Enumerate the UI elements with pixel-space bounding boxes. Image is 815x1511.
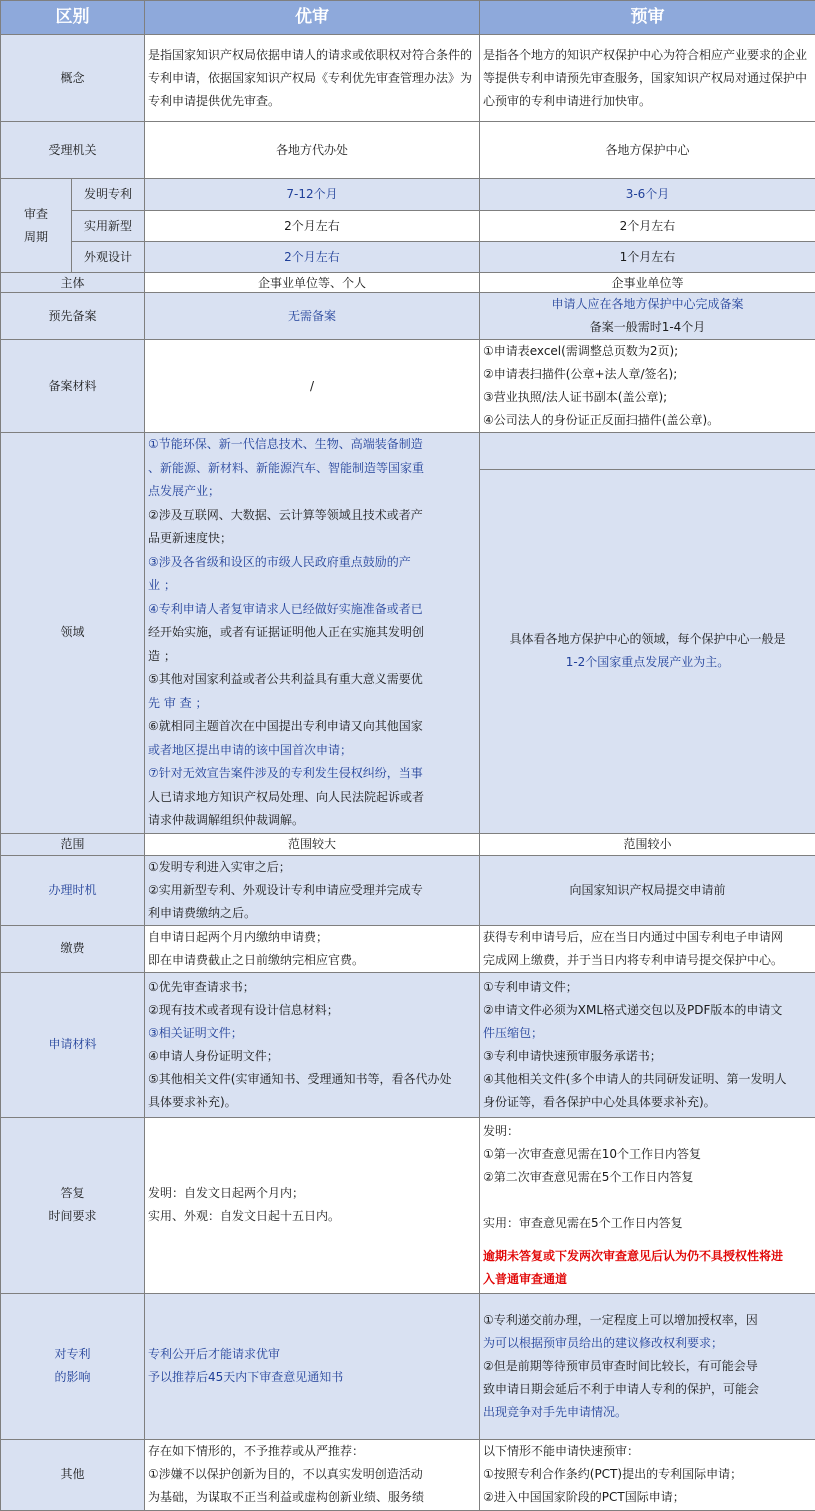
list-item: ①涉嫌不以保护创新为目的，不以真实发明创造活动 <box>148 1463 476 1486</box>
label-reply-line2: 时间要求 <box>4 1205 141 1228</box>
list-item: 经开始实施，或者有证据证明他人正在实施其发明创 <box>148 621 476 645</box>
label-other: 其他 <box>1 1439 145 1510</box>
fee-you <box>145 925 480 972</box>
period-you: 2个月左右 <box>145 242 480 273</box>
label-period <box>1 179 72 273</box>
list-item: ③专利申请快速预审服务承诺书； <box>483 1045 812 1068</box>
list-item: 先 审 查 ； <box>148 692 476 716</box>
list-item: 件压缩包； <box>483 1022 812 1045</box>
list-item: 利申请费缴纳之后。 <box>148 902 476 925</box>
field-yu <box>480 470 815 833</box>
list-item: ④公司法人的身份证正反面扫描件(盖公章)。 <box>483 409 812 432</box>
list-item: 即在申请费截止之日前缴纳完相应官费。 <box>148 949 476 972</box>
list-item: ②涉及互联网、大数据、云计算等领域且技术或者产 <box>148 504 476 528</box>
list-item: ⑤其他对国家利益或者公共利益具有重大意义需要优 <box>148 668 476 692</box>
label-impact-line2: 的影响 <box>4 1366 141 1389</box>
field-yu-line1: 具体看各地方保护中心的领域，每个保护中心一般是 <box>483 628 812 651</box>
row-subject <box>1 273 815 293</box>
list-item: ②申请表扫描件(公章+法人章/签名); <box>483 363 812 386</box>
row-fee <box>1 925 815 972</box>
list-item: 造 ； <box>148 645 476 669</box>
header-yushen: 预审 <box>480 1 815 35</box>
row-reply <box>1 1117 815 1293</box>
fee-yu <box>480 925 815 972</box>
label-timing: 办理时机 <box>1 855 145 925</box>
list-item: ③涉及各省级和设区的市级人民政府重点鼓励的产 <box>148 551 476 575</box>
timing-you <box>145 855 480 925</box>
list-item: 致申请日期会延后不利于申请人专利的保护，可能会 <box>483 1378 812 1401</box>
list-item: ①按照专利合作条约(PCT)提出的专利国际申请； <box>483 1463 812 1486</box>
other-you <box>145 1439 480 1510</box>
spacer <box>483 1235 812 1245</box>
list-item: 实用、外观：自发文日起十五日内。 <box>148 1205 476 1228</box>
list-item: 自申请日起两个月内缴纳申请费； <box>148 926 476 949</box>
period-type: 外观设计 <box>72 242 145 273</box>
label-period-line2: 周期 <box>4 226 68 249</box>
list-item: 为可以根据预审员给出的建议修改权利要求； <box>483 1332 812 1355</box>
list-item <box>483 1189 812 1212</box>
label-period-line1: 审查 <box>4 203 68 226</box>
list-item: ②现有技术或者现有设计信息材料； <box>148 999 476 1022</box>
list-item: 人已请求地方知识产权局处理、向人民法院起诉或者 <box>148 786 476 810</box>
label-fee: 缴费 <box>1 925 145 972</box>
impact-you <box>145 1293 480 1439</box>
list-item: 点发展产业； <box>148 480 476 504</box>
label-impact-line1: 对专利 <box>4 1343 141 1366</box>
list-item: 品更新速度快； <box>148 527 476 551</box>
period-you: 7-12个月 <box>145 179 480 211</box>
filing-yu-line1: 申请人应在各地方保护中心完成备案 <box>483 293 812 316</box>
reply-you <box>145 1117 480 1293</box>
list-item: 出现竞争对手先申请情况。 <box>483 1401 812 1424</box>
scope-yu: 范围较小 <box>480 833 815 855</box>
label-field: 领域 <box>1 433 145 834</box>
filing-yu <box>480 293 815 340</box>
row-period-invention <box>1 179 815 211</box>
filing-yu-line2: 备案一般需时1-4个月 <box>483 316 812 339</box>
period-you: 2个月左右 <box>145 211 480 242</box>
header-diff: 区别 <box>1 1 145 35</box>
list-item: ④其他相关文件(多个申请人的共同研发证明、第一发明人 <box>483 1068 812 1091</box>
list-item: ②进入中国国家阶段的PCT国际申请； <box>483 1486 812 1509</box>
reply-warning-line1: 逾期未答复或下发两次审查意见后认为仍不具授权性将进 <box>483 1245 812 1268</box>
materials-yu <box>480 340 815 433</box>
subject-you: 企事业单位等、个人 <box>145 273 480 293</box>
row-period-utility <box>1 211 815 242</box>
subject-yu: 企事业单位等 <box>480 273 815 293</box>
row-app-materials <box>1 972 815 1117</box>
list-item: ①优先审查请求书； <box>148 976 476 999</box>
header-youshen: 优审 <box>145 1 480 35</box>
row-agency <box>1 122 815 179</box>
agency-you: 各地方代办处 <box>145 122 480 179</box>
list-item: ②第二次审查意见需在5个工作日内答复 <box>483 1166 812 1189</box>
list-item: ②实用新型专利、外观设计专利申请应受理并完成专 <box>148 879 476 902</box>
row-scope <box>1 833 815 855</box>
other-yu <box>480 1439 815 1510</box>
list-item: 完成网上缴费，并于当日内将专利申请号提交保护中心。 <box>483 949 812 972</box>
label-subject: 主体 <box>1 273 145 293</box>
list-item: 专利公开后才能请求优审 <box>148 1343 476 1366</box>
list-item: 以下情形不能申请快速预审： <box>483 1440 812 1463</box>
reply-warning-line2: 入普通审查通道 <box>483 1268 812 1291</box>
field-yu-line2: 1-2个国家重点发展产业为主。 <box>483 651 812 674</box>
period-type: 发明专利 <box>72 179 145 211</box>
label-reply <box>1 1117 145 1293</box>
row-other <box>1 1439 815 1510</box>
app-materials-you <box>145 972 480 1117</box>
list-item: 发明：自发文日起两个月内； <box>148 1182 476 1205</box>
row-field-top <box>1 433 815 470</box>
period-yu: 2个月左右 <box>480 211 815 242</box>
row-filing <box>1 293 815 340</box>
header-row <box>1 1 815 35</box>
label-concept: 概念 <box>1 35 145 122</box>
period-type: 实用新型 <box>72 211 145 242</box>
period-yu: 3-6个月 <box>480 179 815 211</box>
list-item: ②但是前期等待预审员审查时间比较长，有可能会导 <box>483 1355 812 1378</box>
scope-you: 范围较大 <box>145 833 480 855</box>
list-item: 具体要求补充)。 <box>148 1091 476 1114</box>
row-materials <box>1 340 815 433</box>
list-item: ⑦针对无效宣告案件涉及的专利发生侵权纠纷，当事 <box>148 762 476 786</box>
list-item: ①第一次审查意见需在10个工作日内答复 <box>483 1143 812 1166</box>
list-item: ③相关证明文件； <box>148 1022 476 1045</box>
field-you <box>145 433 480 834</box>
list-item: 或者地区提出申请的该中国首次申请； <box>148 739 476 763</box>
label-materials: 备案材料 <box>1 340 145 433</box>
list-item: ③营业执照/法人证书副本(盖公章); <box>483 386 812 409</box>
row-timing <box>1 855 815 925</box>
list-item: 实用：审查意见需在5个工作日内答复 <box>483 1212 812 1235</box>
row-period-design <box>1 242 815 273</box>
label-agency: 受理机关 <box>1 122 145 179</box>
list-item: 请求仲裁调解组织仲裁调解。 <box>148 809 476 833</box>
list-item: ①专利递交前办理，一定程度上可以增加授权率，因 <box>483 1309 812 1332</box>
filing-you: 无需备案 <box>145 293 480 340</box>
label-filing: 预先备案 <box>1 293 145 340</box>
label-reply-line1: 答复 <box>4 1182 141 1205</box>
reply-yu <box>480 1117 815 1293</box>
label-scope: 范围 <box>1 833 145 855</box>
list-item: ①节能环保、新一代信息技术、生物、高端装备制造 <box>148 433 476 457</box>
list-item: 予以推荐后45天内下审查意见通知书 <box>148 1366 476 1389</box>
materials-you: / <box>145 340 480 433</box>
list-item: 为基础，为谋取不正当利益或虚构创新业绩、服务绩 <box>148 1486 476 1509</box>
list-item: ①专利申请文件； <box>483 976 812 999</box>
list-item: 业 ； <box>148 574 476 598</box>
timing-yu: 向国家知识产权局提交申请前 <box>480 855 815 925</box>
period-yu: 1个月左右 <box>480 242 815 273</box>
list-item: 存在如下情形的，不予推荐或从严推荐： <box>148 1440 476 1463</box>
list-item: ⑤其他相关文件(实审通知书、受理通知书等，看各代办处 <box>148 1068 476 1091</box>
label-app-materials: 申请材料 <box>1 972 145 1117</box>
concept-you: 是指国家知识产权局依据申请人的请求或依职权对符合条件的专利申请，依据国家知识产权局《专利优先审查管理办法》为专利申请提供优先审查。 <box>145 35 480 122</box>
agency-yu: 各地方保护中心 <box>480 122 815 179</box>
list-item: 获得专利申请号后，应在当日内通过中国专利电子申请网 <box>483 926 812 949</box>
list-item: ④申请人身份证明文件； <box>148 1045 476 1068</box>
list-item: ④专利申请人者复审请求人已经做好实施准备或者已 <box>148 598 476 622</box>
concept-yu: 是指各个地方的知识产权保护中心为符合相应产业要求的企业等提供专利申请预先审查服务，国家知识产权局对通过保护中心预审的专利申请进行加快审。 <box>480 35 815 122</box>
list-item: ①申请表excel(需调整总页数为2页); <box>483 340 812 363</box>
label-impact <box>1 1293 145 1439</box>
row-concept <box>1 35 815 122</box>
list-item: ⑥就相同主题首次在中国提出专利申请又向其他国家 <box>148 715 476 739</box>
list-item: ①发明专利进入实审之后； <box>148 856 476 879</box>
list-item: 、新能源、新材料、新能源汽车、智能制造等国家重 <box>148 457 476 481</box>
list-item: 发明： <box>483 1120 812 1143</box>
row-impact <box>1 1293 815 1439</box>
list-item: 身份证等，看各保护中心处具体要求补充)。 <box>483 1091 812 1114</box>
list-item: ②申请文件必须为XML格式递交包以及PDF版本的申请文 <box>483 999 812 1022</box>
app-materials-yu <box>480 972 815 1117</box>
field-yu-empty <box>480 433 815 470</box>
impact-yu <box>480 1293 815 1439</box>
